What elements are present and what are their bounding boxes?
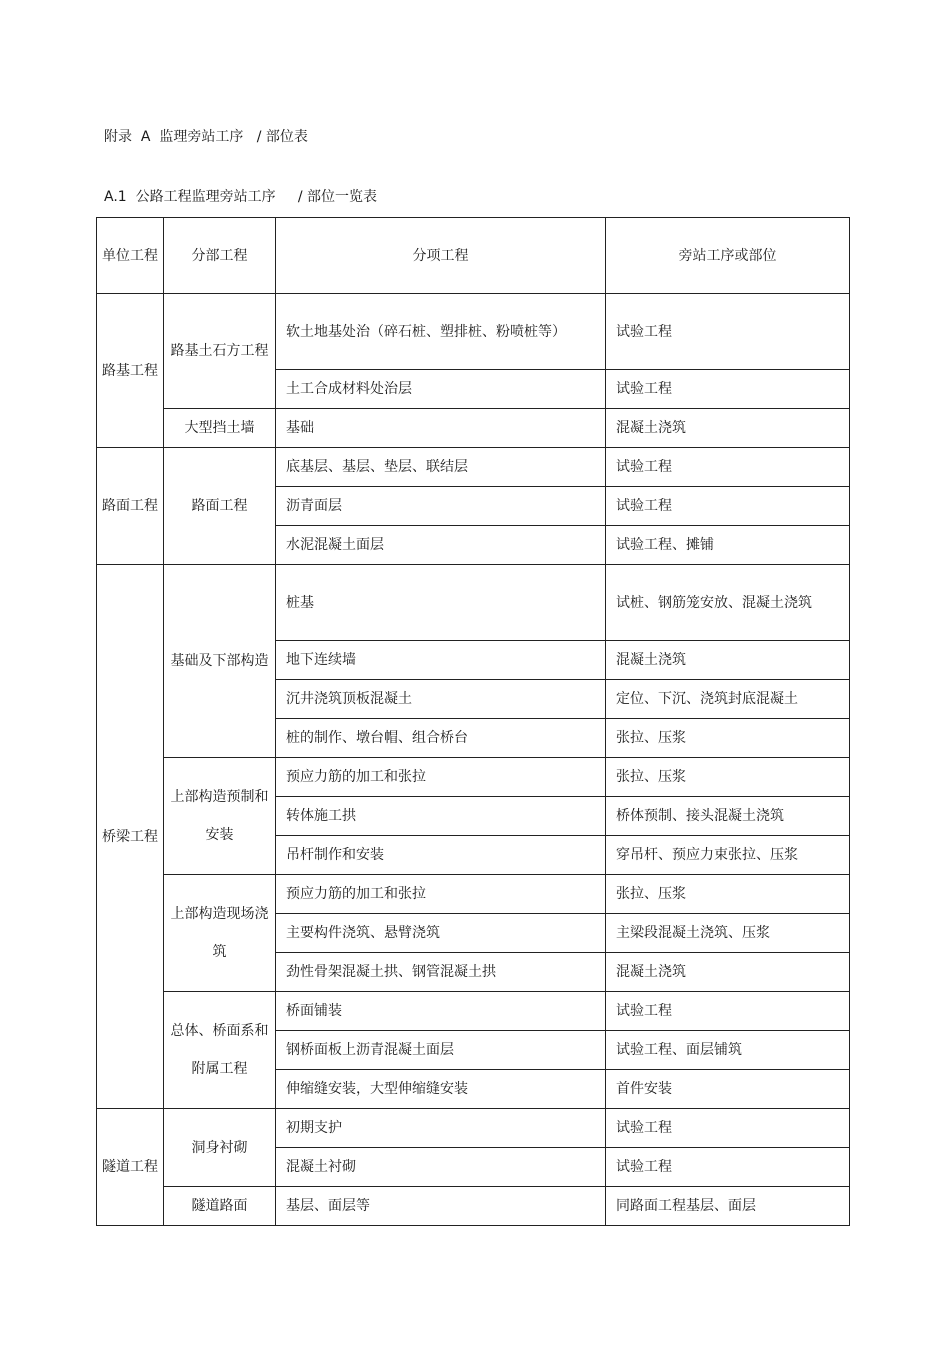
station-cell: 首件安装 xyxy=(606,1070,850,1109)
station-cell: 试桩、钢筋笼安放、混凝土浇筑 xyxy=(606,565,850,641)
division-cell: 隧道路面 xyxy=(164,1187,276,1226)
header-unit: 单位工程 xyxy=(97,218,164,294)
item-cell: 底基层、基层、垫层、联结层 xyxy=(276,448,606,487)
item-cell: 桥面铺装 xyxy=(276,992,606,1031)
division-cell: 基础及下部构造 xyxy=(164,565,276,758)
table-row xyxy=(97,448,850,487)
item-cell: 钢桥面板上沥青混凝土面层 xyxy=(276,1031,606,1070)
table-row xyxy=(97,1187,850,1226)
station-cell: 试验工程 xyxy=(606,294,850,370)
unit-cell: 路面工程 xyxy=(97,448,164,565)
header-item: 分项工程 xyxy=(276,218,606,294)
station-cell: 同路面工程基层、面层 xyxy=(606,1187,850,1226)
division-cell: 洞身衬砌 xyxy=(164,1109,276,1187)
station-cell: 试验工程 xyxy=(606,992,850,1031)
division-cell: 上部构造预制和安装 xyxy=(164,758,276,875)
item-cell: 初期支护 xyxy=(276,1109,606,1148)
station-cell: 定位、下沉、浇筑封底混凝土 xyxy=(606,680,850,719)
station-cell: 试验工程 xyxy=(606,370,850,409)
station-cell: 混凝土浇筑 xyxy=(606,953,850,992)
station-cell: 混凝土浇筑 xyxy=(606,409,850,448)
item-cell: 沉井浇筑顶板混凝土 xyxy=(276,680,606,719)
item-cell: 基层、面层等 xyxy=(276,1187,606,1226)
station-cell: 张拉、压浆 xyxy=(606,875,850,914)
supervision-table xyxy=(96,217,850,1226)
item-cell: 混凝土衬砌 xyxy=(276,1148,606,1187)
station-cell: 试验工程 xyxy=(606,487,850,526)
header-division: 分部工程 xyxy=(164,218,276,294)
station-cell: 张拉、压浆 xyxy=(606,758,850,797)
table-title: A.1 公路工程监理旁站工序 / 部位一览表 xyxy=(104,189,378,205)
item-cell: 转体施工拱 xyxy=(276,797,606,836)
station-cell: 试验工程、面层铺筑 xyxy=(606,1031,850,1070)
item-cell: 沥青面层 xyxy=(276,487,606,526)
table-row xyxy=(97,992,850,1031)
station-cell: 试验工程 xyxy=(606,1148,850,1187)
item-cell: 地下连续墙 xyxy=(276,641,606,680)
table-row xyxy=(97,1109,850,1148)
station-cell: 张拉、压浆 xyxy=(606,719,850,758)
station-cell: 试验工程 xyxy=(606,1109,850,1148)
table-row xyxy=(97,875,850,914)
station-cell: 混凝土浇筑 xyxy=(606,641,850,680)
item-cell: 桩基 xyxy=(276,565,606,641)
item-cell: 吊杆制作和安装 xyxy=(276,836,606,875)
table-row xyxy=(97,758,850,797)
table-row xyxy=(97,294,850,370)
station-cell: 穿吊杆、预应力束张拉、压浆 xyxy=(606,836,850,875)
appendix-title: 附录 A 监理旁站工序 / 部位表 xyxy=(104,129,308,145)
item-cell: 预应力筋的加工和张拉 xyxy=(276,758,606,797)
station-cell: 试验工程、摊铺 xyxy=(606,526,850,565)
item-cell: 预应力筋的加工和张拉 xyxy=(276,875,606,914)
item-cell: 基础 xyxy=(276,409,606,448)
division-cell: 总体、桥面系和附属工程 xyxy=(164,992,276,1109)
station-cell: 试验工程 xyxy=(606,448,850,487)
unit-cell: 桥梁工程 xyxy=(97,565,164,1109)
item-cell: 桩的制作、墩台帽、组合桥台 xyxy=(276,719,606,758)
header-station: 旁站工序或部位 xyxy=(606,218,850,294)
item-cell: 主要构件浇筑、悬臂浇筑 xyxy=(276,914,606,953)
division-cell: 路基土石方工程 xyxy=(164,294,276,409)
item-cell: 软土地基处治（碎石桩、塑排桩、粉喷桩等） xyxy=(276,294,606,370)
table-row xyxy=(97,409,850,448)
division-cell: 上部构造现场浇筑 xyxy=(164,875,276,992)
table-row xyxy=(97,565,850,641)
division-cell: 大型挡土墙 xyxy=(164,409,276,448)
item-cell: 水泥混凝土面层 xyxy=(276,526,606,565)
table-header-row xyxy=(97,218,850,294)
item-cell: 劲性骨架混凝土拱、钢管混凝土拱 xyxy=(276,953,606,992)
item-cell: 伸缩缝安装，大型伸缩缝安装 xyxy=(276,1070,606,1109)
unit-cell: 隧道工程 xyxy=(97,1109,164,1226)
item-cell: 土工合成材料处治层 xyxy=(276,370,606,409)
station-cell: 桥体预制、接头混凝土浇筑 xyxy=(606,797,850,836)
division-cell: 路面工程 xyxy=(164,448,276,565)
unit-cell: 路基工程 xyxy=(97,294,164,448)
station-cell: 主梁段混凝土浇筑、压浆 xyxy=(606,914,850,953)
